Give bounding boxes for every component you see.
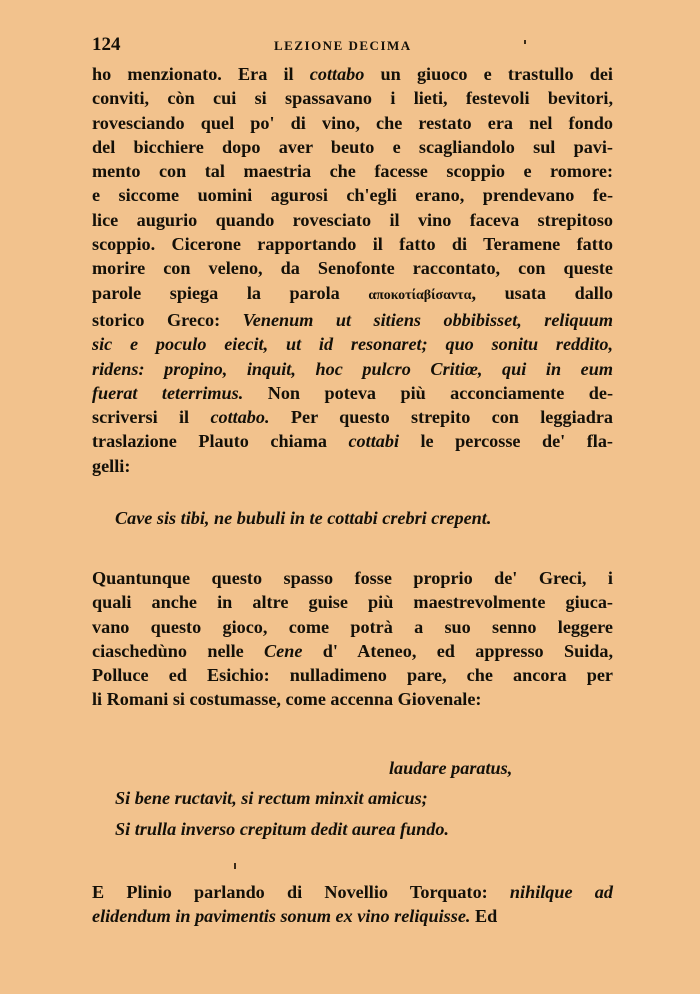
text-segment: quali anche in altre guise più maestrevolmente giuca-: [92, 592, 613, 613]
verse-juvenal-line-3: Si trulla inverso crepitum dedit aurea fundo.: [115, 819, 449, 839]
text-segment: cottabi: [348, 431, 399, 452]
text-segment: Cene: [264, 640, 303, 661]
text-segment: mento con tal maestria che facesse scoppio e romore:: [92, 161, 613, 182]
text-segment: cottabo: [309, 64, 365, 84]
text-segment: Non poteva più acconciamente de-: [243, 382, 613, 403]
text-line: [92, 405, 613, 429]
text-segment: ho menzionato. Era il: [92, 64, 310, 84]
text-segment: ciaschedùno nelle: [92, 640, 265, 661]
text-line: [92, 590, 613, 614]
text-segment: parole spiega la parola: [92, 282, 369, 303]
text-line: [92, 687, 613, 711]
text-line: [92, 381, 613, 405]
text-segment: lice augurio quando rovesciato il vino faceva strepitoso: [92, 209, 613, 230]
text-line: [92, 86, 613, 110]
ink-speck: [234, 863, 236, 869]
text-line: [92, 159, 613, 183]
text-segment: fuerat teterrimus.: [92, 382, 244, 403]
text-line: [92, 880, 613, 904]
text-segment: li Romani si costumasse, come accenna Giovenale:: [92, 689, 482, 710]
text-line: [92, 429, 613, 453]
text-line: [92, 281, 613, 308]
text-line: [92, 135, 613, 159]
text-line: [92, 663, 613, 687]
text-segment: nihilque ad: [509, 882, 613, 902]
text-line: [92, 454, 613, 478]
text-segment: storico Greco:: [92, 309, 243, 330]
paragraph-pliny: [92, 880, 613, 929]
text-segment: del bicchiere dopo aver beuto e scagliandolo sul pavi-: [92, 136, 613, 157]
text-segment: gelli:: [92, 455, 131, 476]
verse-plautus: Cave sis tibi, ne bubuli in te cottabi crebri crepent.: [115, 508, 492, 528]
text-line: [92, 111, 613, 135]
text-line: [92, 208, 613, 232]
text-line: [92, 256, 613, 280]
text-segment: un giuoco e trastullo dei: [364, 64, 613, 84]
text-line: [92, 566, 613, 590]
text-segment: scoppio. Cicerone rapportando il fatto di Teramene fatto: [92, 234, 613, 255]
text-segment: traslazione Plauto chiama: [92, 431, 349, 452]
text-segment: rovesciando quel po' di vino, che restato era nel fondo: [92, 112, 613, 133]
paragraph-cottabo-description: [92, 62, 613, 478]
text-segment: morire con veleno, da Senofonte raccontato, con queste: [92, 258, 613, 279]
page-header: [92, 34, 612, 58]
text-segment: elidendum in pavimentis sonum ex vino reliquisse.: [92, 906, 471, 927]
running-head: LEZIONE DECIMA: [274, 38, 412, 53]
text-segment: conviti, còn cui si spassavano i lieti, festevoli bevitori,: [92, 88, 613, 109]
text-segment: sic e poculo eiecit, ut id resonaret; quo sonitu reddito,: [92, 334, 613, 355]
ink-speck: [524, 40, 526, 44]
text-segment: αποκοτίαβίσαντα: [368, 287, 472, 303]
text-segment: d' Ateneo, ed appresso Suida,: [302, 640, 613, 661]
text-line: [92, 332, 613, 356]
text-segment: ridens: propino, inquit, hoc pulcro Critiœ, qui in eum: [92, 358, 613, 379]
text-line: [92, 62, 613, 86]
text-segment: Ed: [470, 906, 498, 927]
text-segment: scriversi il: [92, 407, 211, 428]
text-segment: e siccome uomini agurosi ch'egli erano, prendevano fe-: [92, 185, 613, 206]
text-segment: Venenum ut sitiens obbibisset, reliquum: [242, 309, 613, 330]
text-line: [92, 183, 613, 207]
verse-juvenal-line-2: Si bene ructavit, si rectum minxit amicus;: [115, 788, 428, 808]
text-line: [92, 639, 613, 663]
text-line: [92, 357, 613, 381]
text-segment: vano questo gioco, come potrà a suo senno leggere: [92, 616, 613, 637]
text-segment: cottabo.: [210, 407, 270, 428]
text-segment: , usata dallo: [471, 282, 613, 303]
text-line: [92, 308, 613, 332]
text-line: [92, 904, 613, 928]
paragraph-romans-custom: [92, 566, 613, 712]
text-line: [92, 232, 613, 256]
text-segment: E Plinio parlando di Novellio Torquato:: [92, 882, 510, 902]
page-number: 124: [92, 34, 121, 55]
text-segment: Per questo strepito con leggiadra: [269, 407, 613, 428]
text-segment: Quantunque questo spasso fosse proprio de' Greci, i: [92, 568, 613, 588]
text-line: [92, 615, 613, 639]
text-segment: Polluce ed Esichio: nulladimeno pare, che ancora per: [92, 665, 613, 686]
text-segment: le percosse de' fla-: [399, 431, 613, 452]
verse-juvenal-line-1: laudare paratus,: [389, 758, 513, 778]
